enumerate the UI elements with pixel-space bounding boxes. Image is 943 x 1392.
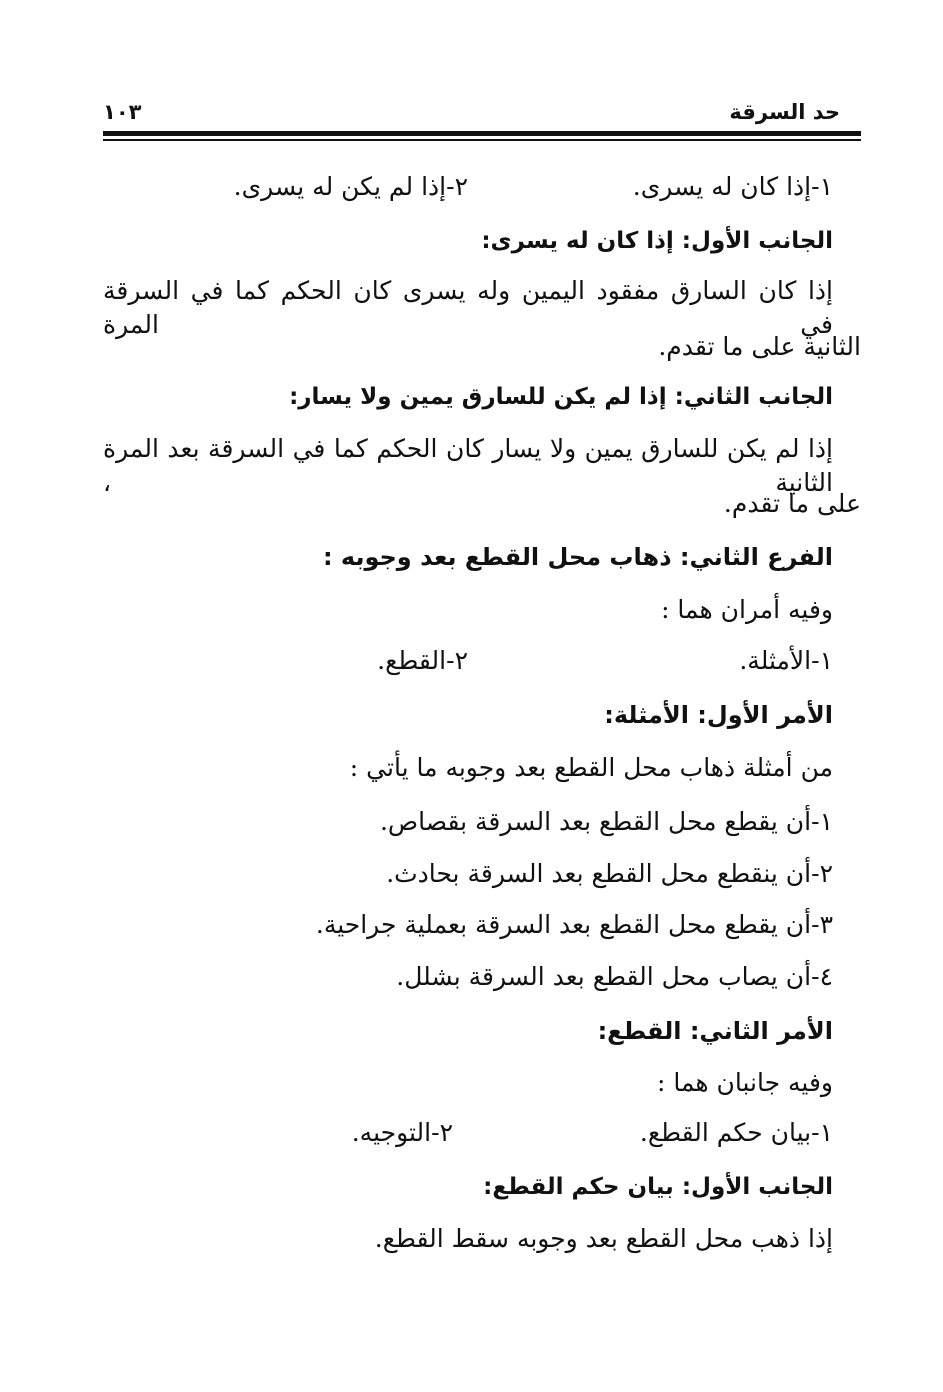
- paragraph-line: الثانية على ما تقدم.: [658, 332, 861, 361]
- list-item: ١-إذا كان له يسرى.: [632, 172, 833, 201]
- paragraph-line: إذا لم يكن للسارق يمين ولا يسار كان الحكم كما في السرقة بعد المرة الثانية ،: [103, 434, 833, 497]
- section-heading: الجانب الأول: إذا كان له يسرى:: [481, 228, 833, 254]
- paragraph-line: إذا كان السارق مفقود اليمين وله يسرى كان الحكم كما في السرقة في المرة: [103, 276, 833, 339]
- chapter-title: حد السرقة: [729, 100, 840, 124]
- list-item: ٢-إذا لم يكن له يسرى.: [233, 172, 468, 201]
- paragraph-line: وفيه أمران هما :: [661, 595, 833, 624]
- section-heading: الأمر الأول: الأمثلة:: [604, 701, 833, 729]
- list-item: ١-أن يقطع محل القطع بعد السرقة بقصاص.: [379, 807, 833, 836]
- paragraph-line: على ما تقدم.: [723, 489, 861, 518]
- section-heading: الجانب الثاني: إذا لم يكن للسارق يمين ولا يسار:: [289, 384, 833, 410]
- section-heading: الجانب الأول: بيان حكم القطع:: [483, 1174, 833, 1200]
- paragraph-line: وفيه جانبان هما :: [656, 1068, 833, 1097]
- list-item: ٢-أن ينقطع محل القطع بعد السرقة بحادث.: [386, 859, 833, 888]
- list-item: ٣-أن يقطع محل القطع بعد السرقة بعملية جراحية.: [315, 910, 833, 939]
- list-item: ١-بيان حكم القطع.: [639, 1118, 833, 1147]
- list-item: ٢-القطع.: [377, 646, 468, 675]
- paragraph-line: من أمثلة ذهاب محل القطع بعد وجوبه ما يأتي :: [349, 753, 833, 782]
- list-item: ١-الأمثلة.: [739, 646, 833, 675]
- running-header: [103, 98, 840, 130]
- page-number: ١٠٣: [103, 100, 142, 124]
- section-heading: الأمر الثاني: القطع:: [597, 1017, 833, 1045]
- list-item: ٤-أن يصاب محل القطع بعد السرقة بشلل.: [396, 962, 833, 991]
- subsection-heading: الفرع الثاني: ذهاب محل القطع بعد وجوبه :: [322, 543, 833, 571]
- header-rule-thin: [103, 139, 861, 141]
- paragraph-line: إذا ذهب محل القطع بعد وجوبه سقط القطع.: [374, 1224, 833, 1253]
- list-item: ٢-التوجيه.: [351, 1118, 453, 1147]
- header-rule-thick: [103, 131, 861, 136]
